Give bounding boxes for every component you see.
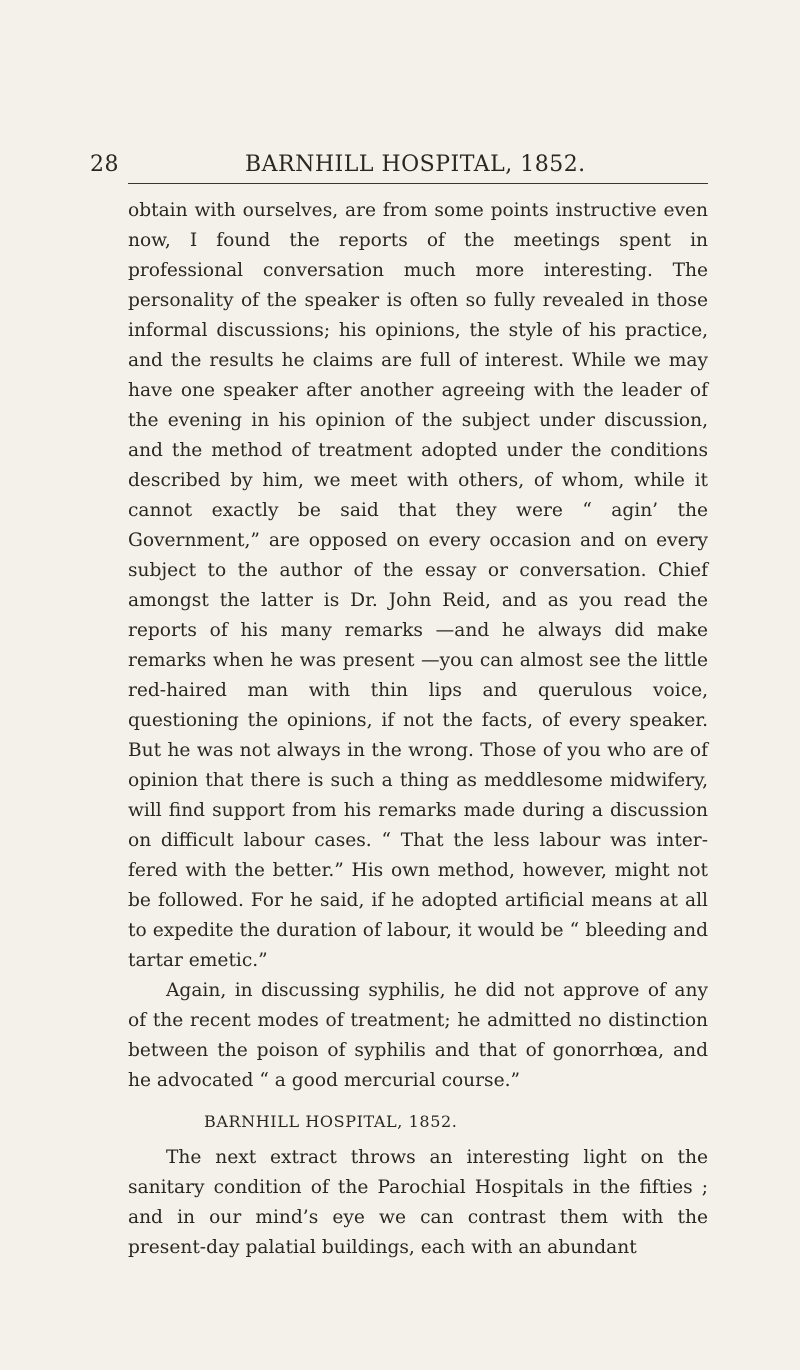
paragraph-1: obtain with ourselves, are from some points instructive even now, I found the reports of the meetings spent in professional conversation much more interesting. The personality of the speaker is often so fully revealed in those informal discussions; his opinions, the style of his practice, and the results he claims are full of interest. While we may have one speaker after another agreeing with the leader of the evening in his opinion of the subject under discussion, and the method of treatment adopted under the conditions described by him, we meet with others, of whom, while it cannot exactly be said that they were “ agin’ the Government,” are opposed on every occasion and on every subject to the author of the essay or conversation. Chief amongst the latter is Dr. John Reid, and as you read the reports of his many remarks —and he always did make remarks when he was present —you can almost see the little red-haired man with thin lips and querulous voice, questioning the opinions, if not the facts, of every speaker. But he was not always in the wrong. Those of you who are of opinion that there is such a thing as meddlesome midwifery, will find support from his remarks made during a discussion on difficult labour cases. “ That the less labour was interfered with the better.” His own method, however, might not be followed. For he said, if he adopted artificial means at all to expedite the duration of labour, it would be “ bleeding and tartar emetic.”: [128, 200, 708, 971]
paragraph-2: Again, in discussing syphilis, he did not approve of any of the recent modes of treatment; he admitted no distinction between the poison of syphilis and that of gonorrhœa, and he advocated “ a good mercurial course.”: [128, 980, 708, 1091]
page-number: 28: [90, 152, 119, 177]
body-text: [128, 196, 708, 1263]
paragraph-3: The next extract throws an interesting light on the sanitary condition of the Parochial Hospitals in the fifties ; and in our mind’s eye we can contrast them with the present-day palatial buildings, each with an abundant: [128, 1147, 708, 1258]
page-header: [90, 152, 710, 192]
running-title: BARNHILL HOSPITAL, 1852.: [245, 152, 586, 177]
header-rule: [128, 183, 708, 184]
section-heading: BARNHILL HOSPITAL, 1852.: [204, 1112, 458, 1131]
